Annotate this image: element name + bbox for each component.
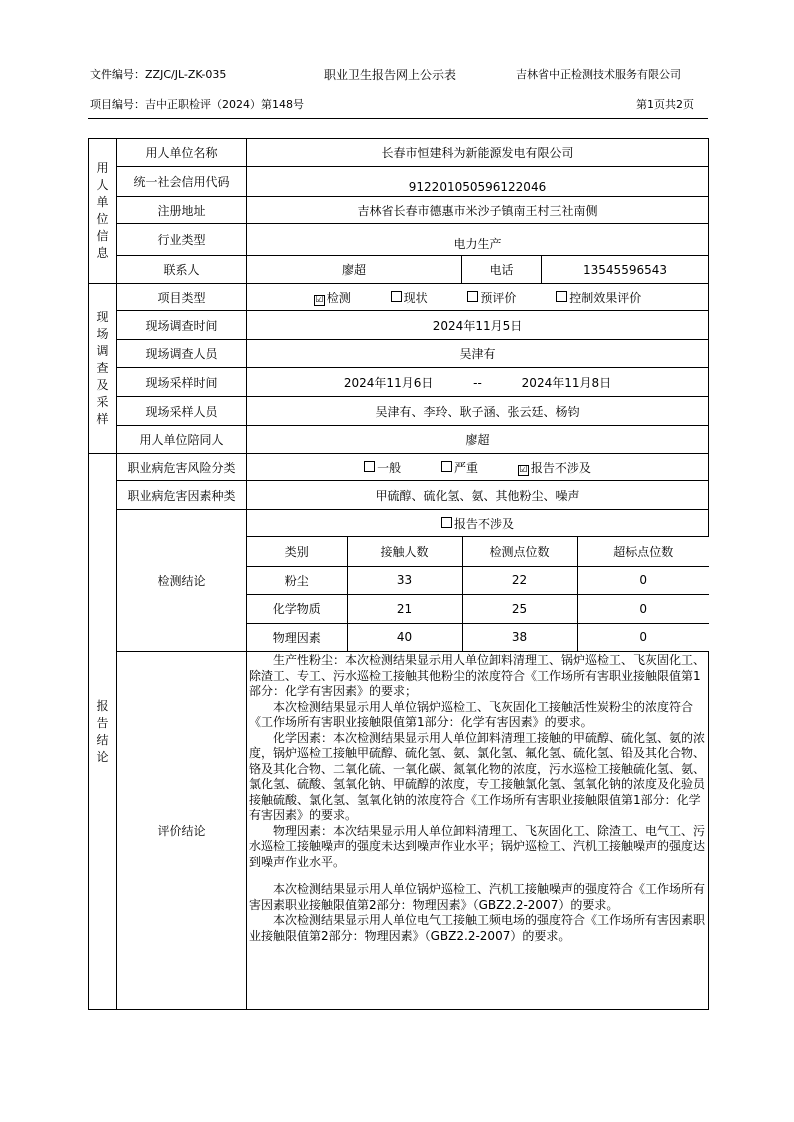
- header-divider: [88, 118, 708, 119]
- surveyor: 吴津有: [247, 340, 709, 368]
- sampler-label: 现场采样人员: [117, 397, 247, 426]
- risk-class-options: [247, 454, 709, 481]
- companion-label: 用人单位陪同人: [117, 426, 247, 454]
- eval-paragraph: 本次检测结果显示用人单位锅炉巡检工、飞灰固化工接触活性炭粉尘的浓度符合《工作场所有害职业接触限值第1部分：化学有害因素》的要求。: [249, 699, 694, 729]
- checkbox-icon: ☑: [519, 464, 528, 475]
- hazard-type-label: 职业病危害因素种类: [117, 481, 247, 510]
- detect-header: 类别: [247, 537, 347, 566]
- checkbox-icon: [556, 291, 567, 302]
- detect-header: 检测点位数: [462, 537, 577, 566]
- table-row: [247, 594, 709, 623]
- exceed-count: 0: [577, 566, 709, 594]
- eval-paragraph: 物理因素：本次结果显示用人单位卸料清理工、飞灰固化工、除渣工、电气工、污水巡检工接触噪声的强度未达到噪声作业水平；锅炉巡检工、汽机工接触噪声的强度达到噪声作业水平。: [249, 823, 706, 869]
- detection-table: [247, 537, 709, 651]
- option-control-effect: 控制效果评价: [556, 289, 641, 306]
- sampling-time-label: 现场采样时间: [117, 368, 247, 397]
- survey-time-label: 现场调查时间: [117, 311, 247, 340]
- industry: 电力生产: [247, 224, 709, 256]
- employer-name: 长春市恒建科为新能源发电有限公司: [247, 139, 709, 167]
- point-count: 38: [462, 623, 577, 651]
- detect-category: 化学物质: [247, 594, 347, 623]
- section-employer-info: 用 人 单 位 信 息: [89, 139, 117, 284]
- detect-header: 超标点位数: [577, 537, 709, 566]
- hazard-types: 甲硫醇、硫化氢、氨、其他粉尘、噪声: [247, 481, 709, 510]
- disclosure-table: [88, 138, 709, 1010]
- contact-label: 联系人: [117, 256, 247, 284]
- option-not-involved: ☑ 报告不涉及: [519, 460, 591, 475]
- contact-person: 廖超: [247, 256, 462, 284]
- point-count: 25: [462, 594, 577, 623]
- risk-class-label: 职业病危害风险分类: [117, 454, 247, 481]
- option-status: 现状: [391, 289, 428, 306]
- checkbox-icon: [391, 291, 402, 302]
- address-label: 注册地址: [117, 197, 247, 224]
- table-row: [247, 566, 709, 594]
- checkbox-icon: [441, 461, 452, 472]
- eval-paragraph: 生产性粉尘：本次检测结果显示用人单位卸料清理工、锅炉巡检工、飞灰固化工、除渣工、专工、污水巡检工接触其他粉尘的浓度符合《工作场所有害职业接触限值第1部分：化学有害因素》的要求；: [249, 653, 706, 698]
- checkbox-icon: [364, 461, 375, 472]
- file-number: 文件编号：ZZJC/JL-ZK-035: [90, 68, 227, 81]
- samplers: 吴津有、李玲、耿子涵、张云廷、杨钧: [247, 397, 709, 426]
- detection-not-involved: 报告不涉及: [247, 510, 709, 537]
- checkbox-icon: [467, 291, 478, 302]
- checkbox-icon: ☑: [315, 294, 324, 305]
- detect-category: 粉尘: [247, 566, 347, 594]
- company-name: 吉林省中正检测技术服务有限公司: [516, 68, 681, 81]
- exceed-count: 0: [577, 623, 709, 651]
- page-number: 第1页共2页: [636, 98, 694, 111]
- eval-paragraph: 本次检测结果显示用人单位锅炉巡检工、汽机工接触噪声的强度符合《工作场所有害因素职业接触限值第2部分：物理因素》（GBZ2.2-2007）的要求。: [249, 882, 706, 912]
- employer-name-label: 用人单位名称: [117, 139, 247, 167]
- option-general: 一般: [364, 459, 401, 476]
- exposed-count: 40: [347, 623, 462, 651]
- project-type-options: [247, 284, 709, 311]
- project-type-label: 项目类型: [117, 284, 247, 311]
- point-count: 22: [462, 566, 577, 594]
- sampling-time: 2024年11月6日 -- 2024年11月8日: [247, 368, 709, 397]
- evaluation-conclusion-label: 评价结论: [117, 652, 247, 1010]
- option-inspection: ☑ 检测: [315, 290, 351, 305]
- detection-table-cell: [247, 537, 709, 652]
- exceed-count: 0: [577, 594, 709, 623]
- option-pre-evaluation: 预评价: [467, 289, 516, 306]
- section-site-survey: 现 场 调 查 及 采 样: [89, 284, 117, 454]
- exposed-count: 33: [347, 566, 462, 594]
- evaluation-conclusion: [247, 652, 709, 1010]
- detection-conclusion-label: 检测结论: [117, 510, 247, 652]
- address: 吉林省长春市德惠市米沙子镇南王村三社南侧: [247, 197, 709, 224]
- section-report-conclusion: 报 告 结 论: [89, 454, 117, 1010]
- eval-paragraph: 本次检测结果显示用人单位电气工接触工频电场的强度符合《工作场所有害因素职业接触限值第2部分：物理因素》（GBZ2.2-2007）的要求。: [249, 913, 706, 943]
- credit-code: 91220105059612204​6: [247, 167, 709, 197]
- detect-category: 物理因素: [247, 623, 347, 651]
- phone-label: 电话: [462, 256, 542, 284]
- exposed-count: 21: [347, 594, 462, 623]
- page-title: 职业卫生报告网上公示表: [324, 68, 457, 82]
- industry-label: 行业类型: [117, 224, 247, 256]
- detect-header: 接触人数: [347, 537, 462, 566]
- credit-code-label: 统一社会信用代码: [117, 167, 247, 197]
- eval-paragraph: 化学因素：本次检测结果显示用人单位卸料清理工接触的甲硫醇、硫化氢、氨的浓度，锅炉巡检工接触甲硫醇、硫化氢、氨、氯化氢、氟化氢、硫化氢、铅及其化合物、铬及其化合物、二氧化硫、一氧化碳、氮氧化物的浓度，污水巡检工接触硫化氢、氨、氯化氢、硫酸、氢氧化钠、甲硫醇的浓度，专工接触氯化氢、氢氧化钠的浓度及化验员接触硫酸、氯化氢、氢氧化钠的浓度符合《工作场所有害职业接触限值第1部分：化学有害因素》的要求。: [249, 730, 706, 822]
- phone-number: 13545596543: [542, 256, 709, 284]
- option-serious: 严重: [441, 459, 478, 476]
- surveyor-label: 现场调查人员: [117, 340, 247, 368]
- companion: 廖超: [247, 426, 709, 454]
- survey-time: 2024年11月5日: [247, 311, 709, 340]
- project-number: 项目编号：吉中正职检评（2024）第148号: [90, 98, 304, 111]
- checkbox-icon: [441, 517, 452, 528]
- table-row: [247, 623, 709, 651]
